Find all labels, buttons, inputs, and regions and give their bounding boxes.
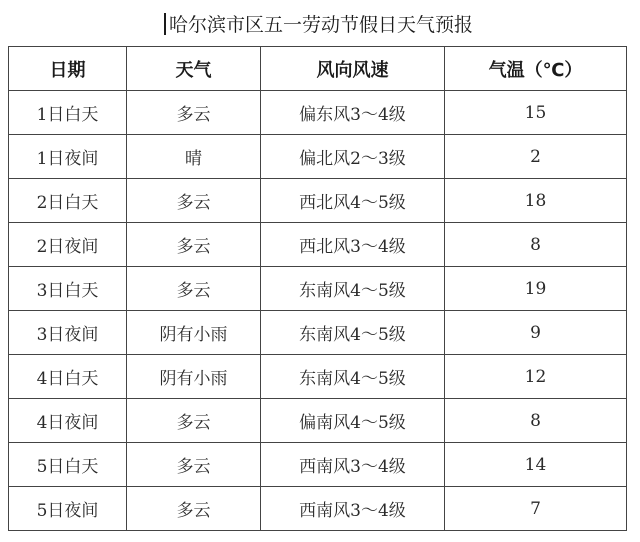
cell-weather: 多云: [127, 399, 261, 443]
weather-forecast-table: [8, 46, 627, 531]
cell-weather: 阴有小雨: [127, 355, 261, 399]
table-row: [9, 399, 627, 443]
cell-date: 3日白天: [9, 267, 127, 311]
cell-wind: 东南风4～5级: [261, 267, 445, 311]
cell-date: 1日夜间: [9, 135, 127, 179]
cell-date: 4日夜间: [9, 399, 127, 443]
cell-wind: 东南风4～5级: [261, 355, 445, 399]
header-temperature: 气温（℃）: [445, 47, 627, 91]
table-row: [9, 487, 627, 531]
cell-wind: 偏南风4～5级: [261, 399, 445, 443]
header-weather: 天气: [127, 47, 261, 91]
table-row: [9, 223, 627, 267]
cell-temperature: 8: [445, 399, 627, 443]
cell-date: 4日白天: [9, 355, 127, 399]
cell-wind: 偏北风2～3级: [261, 135, 445, 179]
cell-weather: 阴有小雨: [127, 311, 261, 355]
cell-date: 5日白天: [9, 443, 127, 487]
cell-date: 2日夜间: [9, 223, 127, 267]
cell-date: 5日夜间: [9, 487, 127, 531]
cell-date: 1日白天: [9, 91, 127, 135]
cell-weather: 多云: [127, 91, 261, 135]
cell-temperature: 19: [445, 267, 627, 311]
cell-temperature: 12: [445, 355, 627, 399]
title-text: 哈尔滨市区五一劳动节假日天气预报: [169, 14, 474, 36]
cell-wind: 东南风4～5级: [261, 311, 445, 355]
table-row: [9, 443, 627, 487]
table-row: [9, 355, 627, 399]
table-row: [9, 267, 627, 311]
document-title: [164, 10, 473, 40]
cell-weather: 多云: [127, 443, 261, 487]
table-row: [9, 311, 627, 355]
cell-wind: 西北风4～5级: [261, 179, 445, 223]
cell-temperature: 14: [445, 443, 627, 487]
cell-wind: 西南风3～4级: [261, 443, 445, 487]
cell-wind: 偏东风3～4级: [261, 91, 445, 135]
table-row: [9, 179, 627, 223]
cell-temperature: 8: [445, 223, 627, 267]
table-row: [9, 91, 627, 135]
cell-weather: 晴: [127, 135, 261, 179]
title-cursor-bar: [164, 13, 166, 35]
cell-temperature: 7: [445, 487, 627, 531]
table-header-row: [9, 47, 627, 91]
cell-weather: 多云: [127, 179, 261, 223]
cell-temperature: 18: [445, 179, 627, 223]
cell-date: 2日白天: [9, 179, 127, 223]
cell-weather: 多云: [127, 223, 261, 267]
cell-temperature: 2: [445, 135, 627, 179]
cell-wind: 西北风3～4级: [261, 223, 445, 267]
header-wind: 风向风速: [261, 47, 445, 91]
cell-weather: 多云: [127, 267, 261, 311]
cell-temperature: 9: [445, 311, 627, 355]
cell-wind: 西南风3～4级: [261, 487, 445, 531]
header-date: 日期: [9, 47, 127, 91]
cell-temperature: 15: [445, 91, 627, 135]
cell-weather: 多云: [127, 487, 261, 531]
cell-date: 3日夜间: [9, 311, 127, 355]
table-row: [9, 135, 627, 179]
